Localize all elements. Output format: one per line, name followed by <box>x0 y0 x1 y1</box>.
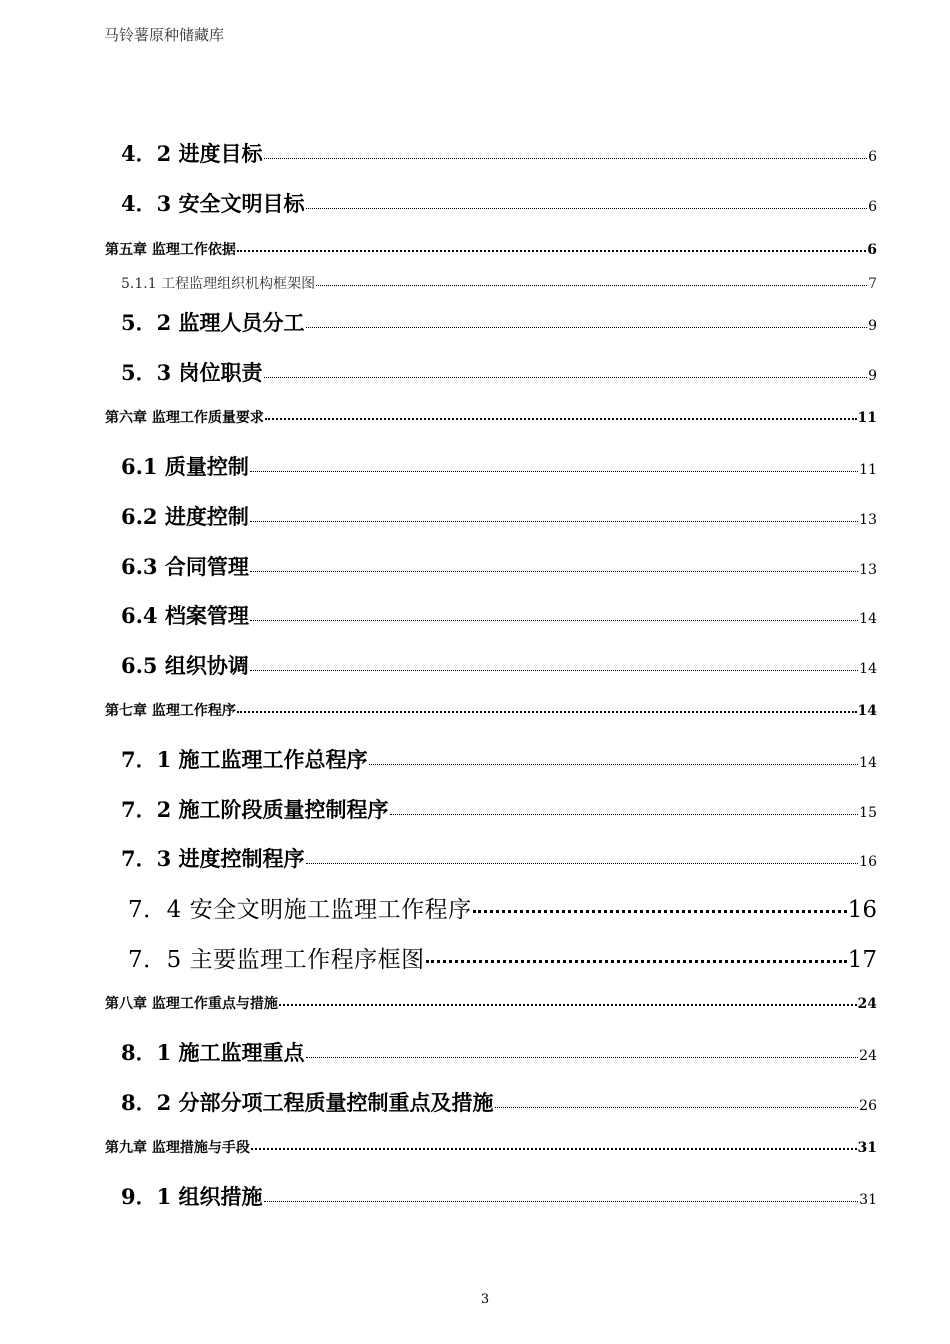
toc-entry-chapter[interactable] <box>105 407 877 429</box>
toc-entry-page: 15 <box>859 805 877 821</box>
toc-entry[interactable] <box>121 307 877 337</box>
toc-entry-chapter[interactable] <box>105 239 877 261</box>
toc-entry[interactable] <box>121 744 877 774</box>
toc-entry-page: 13 <box>859 512 877 528</box>
toc-entry-page: 6 <box>868 199 877 215</box>
toc-entry[interactable] <box>121 451 877 481</box>
toc-entry-title: 6.2 进度控制 <box>121 504 249 529</box>
toc-entry-chapter[interactable] <box>105 1137 877 1159</box>
toc-leader-dots <box>495 1107 859 1108</box>
toc-leader-dots <box>237 711 857 713</box>
toc-leader-dots <box>306 863 859 864</box>
toc-entry-page: 14 <box>857 703 877 719</box>
toc-entry[interactable] <box>121 1087 877 1117</box>
toc-entry-title: 4．3 安全文明目标 <box>121 191 305 216</box>
toc-entry[interactable] <box>128 891 877 925</box>
toc-leader-dots <box>264 158 868 159</box>
toc-leader-dots <box>279 1004 857 1006</box>
toc-entry-title: 7．4 安全文明施工监理工作程序 <box>128 897 472 923</box>
toc-entry[interactable] <box>121 188 877 218</box>
toc-entry-title: 第七章 监理工作程序 <box>105 703 236 719</box>
toc-entry-page: 31 <box>857 1140 877 1156</box>
toc-entry[interactable] <box>121 600 877 630</box>
toc-entry-page: 17 <box>847 947 877 973</box>
toc-entry-title: 6.4 档案管理 <box>121 603 249 628</box>
toc-entry-page: 7 <box>868 276 877 292</box>
toc-entry-title: 9．1 组织措施 <box>121 1184 263 1209</box>
toc-entry[interactable] <box>121 273 877 295</box>
toc-entry-page: 31 <box>859 1192 877 1208</box>
toc-leader-dots <box>250 471 858 472</box>
toc-entry-page: 14 <box>859 661 877 677</box>
toc-entry-page: 11 <box>859 462 877 478</box>
toc-entry-title: 4．2 进度目标 <box>121 141 263 166</box>
toc-entry-page: 6 <box>868 149 877 165</box>
toc-entry-title: 7．2 施工阶段质量控制程序 <box>121 797 389 822</box>
toc-entry-page: 14 <box>859 755 877 771</box>
toc-leader-dots <box>369 764 859 765</box>
toc-leader-dots <box>250 571 858 572</box>
toc-entry-title: 第五章 监理工作依据 <box>105 242 236 258</box>
toc-leader-dots <box>265 418 857 420</box>
toc-entry[interactable] <box>121 357 877 387</box>
toc-leader-dots <box>250 521 858 522</box>
page-number: 3 <box>480 1292 490 1307</box>
toc-entry[interactable] <box>121 1037 877 1067</box>
toc-entry-title: 7．3 进度控制程序 <box>121 846 305 871</box>
toc-leader-dots <box>306 1057 859 1058</box>
document-header: 马铃薯原种储藏库 <box>104 26 225 44</box>
toc-entry-page: 16 <box>847 897 877 923</box>
toc-leader-dots <box>306 327 868 328</box>
toc-entry-title: 第八章 监理工作重点与措施 <box>105 996 278 1012</box>
toc-entry[interactable] <box>121 501 877 531</box>
toc-entry[interactable] <box>121 138 877 168</box>
toc-entry-title: 第六章 监理工作质量要求 <box>105 410 264 426</box>
toc-entry-page: 14 <box>859 611 877 627</box>
toc-entry-page: 9 <box>868 368 877 384</box>
toc-leader-dots <box>306 208 868 209</box>
toc-entry-page: 16 <box>859 854 877 870</box>
toc-entry-title: 5．3 岗位职责 <box>121 360 263 385</box>
toc-leader-dots <box>426 960 847 963</box>
toc-leader-dots <box>264 377 868 378</box>
toc-entry-title: 5．2 监理人员分工 <box>121 310 305 335</box>
toc-entry-chapter[interactable] <box>105 993 877 1015</box>
toc-entry-title: 6.5 组织协调 <box>121 653 249 678</box>
toc-leader-dots <box>390 814 859 815</box>
toc-entry-page: 13 <box>859 562 877 578</box>
toc-leader-dots <box>250 670 858 671</box>
toc-entry-chapter[interactable] <box>105 700 877 722</box>
toc-entry[interactable] <box>121 794 877 824</box>
toc-entry-page: 26 <box>859 1098 877 1114</box>
toc-entry[interactable] <box>121 843 877 873</box>
toc-entry-title: 第九章 监理措施与手段 <box>105 1140 250 1156</box>
toc-entry-page: 9 <box>868 318 877 334</box>
toc-entry-page: 24 <box>857 996 877 1012</box>
toc-entry-title: 8．2 分部分项工程质量控制重点及措施 <box>121 1090 494 1115</box>
toc-entry-title: 7．5 主要监理工作程序框图 <box>128 947 425 973</box>
toc-entry-title: 5.1.1 工程监理组织机构框架图 <box>121 276 316 292</box>
toc-leader-dots <box>237 250 866 252</box>
toc-entry-page: 11 <box>857 410 877 426</box>
toc-entry-title: 6.3 合同管理 <box>121 554 249 579</box>
toc-leader-dots <box>250 620 858 621</box>
toc-entry[interactable] <box>121 551 877 581</box>
toc-entry-title: 7．1 施工监理工作总程序 <box>121 747 368 772</box>
toc-leader-dots <box>264 1201 859 1202</box>
toc-leader-dots <box>316 285 867 286</box>
toc-entry-page: 6 <box>867 242 877 258</box>
toc-leader-dots <box>251 1148 857 1150</box>
toc-entry-title: 8．1 施工监理重点 <box>121 1040 305 1065</box>
toc-entry[interactable] <box>121 1181 877 1211</box>
toc-entry[interactable] <box>121 650 877 680</box>
toc-leader-dots <box>473 910 847 913</box>
toc-entry-title: 6.1 质量控制 <box>121 454 249 479</box>
toc-entry-page: 24 <box>859 1048 877 1064</box>
toc-entry[interactable] <box>128 941 877 975</box>
